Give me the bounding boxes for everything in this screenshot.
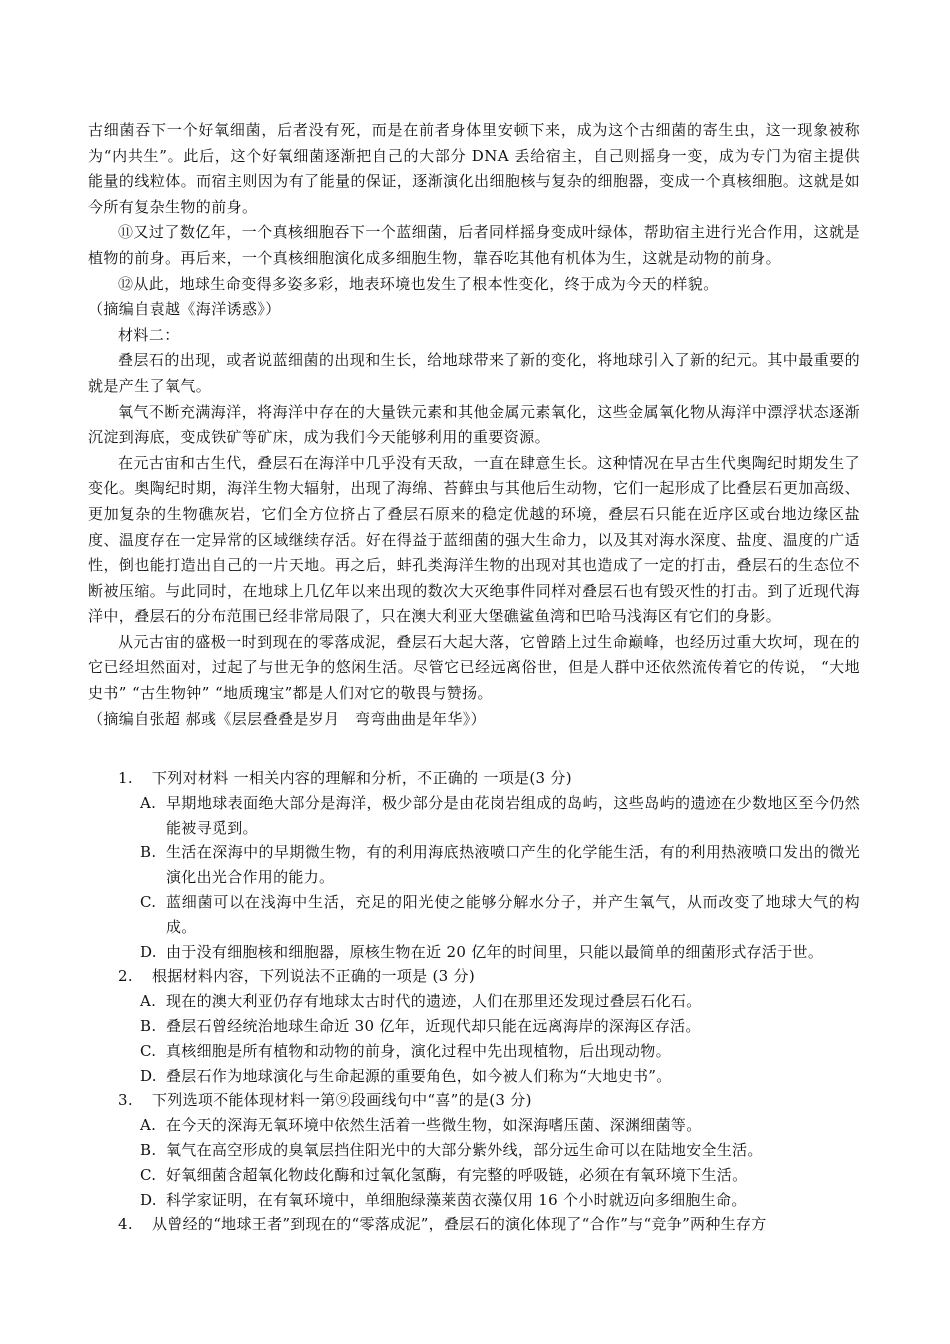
reading-passage <box>88 118 860 732</box>
option-letter: C. <box>140 1165 157 1184</box>
answer-option[interactable] <box>88 1138 860 1163</box>
option-text: 科学家证明，在有氧环境中，单细胞绿藻莱茵衣藻仅用 16 个小时就迈向多细胞生命。 <box>166 1190 747 1209</box>
question-item <box>88 1088 860 1113</box>
answer-option[interactable] <box>88 1188 860 1213</box>
answer-option[interactable] <box>88 1163 860 1188</box>
answer-option[interactable] <box>88 1064 860 1089</box>
passage-paragraph: 在元古宙和古生代，叠层石在海洋中几乎没有天敌，一直在肆意生长。这种情况在早古生代奥陶纪时期发生了变化。奥陶纪时期，海洋生物大辐射，出现了海绵、苔藓虫与其他后生动物，它们一起形成了比叠层石更加高级、更加复杂的生物礁灰岩，它们全方位挤占了叠层石原来的稳定优越的环境，叠层石只能在近序区或台地边缘区盐度、温度存在一定异常的区域继续存活。好在得益于蓝细菌的强大生命力，以及其对海水深度、盐度、温度的广适性，倒也能打造出自己的一片天地。再之后，蚌孔类海洋生物的出现对其也造成了一定的打击，叠层石的生态位不断被压缩。与此同时，在地球上几亿年以来出现的数次大灭绝事件同样对叠层石也有毁灭性的打击。到了近现代海洋中，叠层石的分布范围已经非常局限了，只在澳大利亚大堡礁鲨鱼湾和巴哈马浅海区有它们的身影。 <box>88 453 860 626</box>
answer-option[interactable] <box>88 940 860 965</box>
material-label: 材料二： <box>118 325 180 344</box>
option-text: 真核细胞是所有植物和动物的前身，演化过程中先出现植物，后出现动物。 <box>166 1041 671 1060</box>
question-number: 3. <box>118 1091 133 1110</box>
option-letter: D. <box>140 1190 157 1209</box>
passage-paragraph: 从元古宙的盛极一时到现在的零落成泥，叠层石大起大落，它曾踏上过生命巅峰，也经历过重大坎坷，现在的它已经坦然面对，过起了与世无争的悠闲生活。尽管它已经远离俗世，但是人群中还依然流传着它的传说， “大地史书” “古生物钟” “地质瑰宝”都是人们对它的敬畏与赞扬。 <box>88 632 860 703</box>
question-number: 2. <box>118 967 133 986</box>
option-text: 由于没有细胞核和细胞器，原核生物在近 20 亿年的时间里，只能以最简单的细菌形式存活于世。 <box>166 942 824 961</box>
passage-paragraph: ⑫从此，地球生命变得多姿多彩，地表环境也发生了根本性变化，终于成为今天的样貌。 <box>118 274 719 293</box>
question-list <box>88 766 860 1237</box>
source-citation: （摘编自张超 郝彧《层层叠叠是岁月 弯弯曲曲是年华》） <box>88 709 487 728</box>
question-item <box>88 766 860 791</box>
option-letter: C. <box>140 892 157 911</box>
option-text: 生活在深海中的早期微生物，有的利用海底热液喷口产生的化学能生活，有的利用热液喷口发出的微光演化出光合作用的能力。 <box>166 843 860 887</box>
passage-paragraph: 氧气不断充满海洋，将海洋中存在的大量铁元素和其他金属元素氧化，这些金属氧化物从海洋中漂浮状态逐渐沉淀到海底，变成铁矿等矿床，成为我们今天能够利用的重要资源。 <box>88 402 860 447</box>
answer-option[interactable] <box>88 1113 860 1138</box>
question-number: 1. <box>118 769 133 787</box>
passage-paragraph: 古细菌吞下一个好氧细菌，后者没有死，而是在前者身体里安顿下来，成为这个古细菌的寄生虫，这一现象被称为“内共生”。此后，这个好氧细菌逐渐把自己的大部分 DNA 丢给宿主，自己则摇身一变，成为专门为宿主提供能量的线粒体。而宿主则因为有了能量的保证，逐渐演化出细胞核与复杂的细胞器，变成一个真核细胞。这就是如今所有复杂生物的前身。 <box>88 121 860 216</box>
option-letter: A. <box>140 793 157 812</box>
option-letter: B. <box>140 1016 157 1035</box>
question-item <box>88 964 860 989</box>
question-item <box>88 1212 860 1237</box>
option-letter: A. <box>140 992 157 1011</box>
option-letter: D. <box>140 942 157 961</box>
source-citation: （摘编自袁越《海洋诱惑》） <box>88 300 281 319</box>
question-text: 下列选项不能体现材料一第⑨段画线句中“喜”的是(3 分) <box>152 1091 532 1110</box>
answer-option[interactable] <box>88 890 860 940</box>
question-text: 下列对材料 一相关内容的理解和分析，不正确的 一项是(3 分) <box>152 769 572 787</box>
option-text: 在今天的深海无氧环境中依然生活着一些微生物，如深海嗜压菌、深渊细菌等。 <box>166 1116 702 1135</box>
option-text: 现在的澳大利亚仍存有地球太古时代的遗迹，人们在那里还发现过叠层石化石。 <box>166 992 702 1011</box>
answer-option[interactable] <box>88 1014 860 1039</box>
option-text: 蓝细菌可以在浅海中生活，充足的阳光使之能够分解水分子，并产生氧气，从而改变了地球大气的构成。 <box>166 892 860 936</box>
option-text: 好氧细菌含超氧化物歧化酶和过氧化氢酶，有完整的呼吸链，必须在有氧环境下生活。 <box>166 1165 748 1184</box>
option-letter: D. <box>140 1066 157 1085</box>
option-letter: B. <box>140 1140 157 1159</box>
question-text: 从曾经的“地球王者”到现在的“零落成泥”，叠层石的演化体现了“合作”与“竞争”两种生存方 <box>152 1215 767 1234</box>
option-text: 早期地球表面绝大部分是海洋，极少部分是由花岗岩组成的岛屿，这些岛屿的遗迹在少数地区至今仍然能被寻觅到。 <box>166 793 860 837</box>
passage-paragraph: 叠层石的出现，或者说蓝细菌的出现和生长，给地球带来了新的变化，将地球引入了新的纪元。其中最重要的就是产生了氧气。 <box>88 351 860 395</box>
option-letter: C. <box>140 1041 157 1060</box>
answer-option[interactable] <box>88 1039 860 1064</box>
question-number: 4. <box>118 1215 133 1234</box>
passage-paragraph: ⑪又过了数亿年，一个真核细胞吞下一个蓝细菌，后者同样摇身变成叶绿体，帮助宿主进行光合作用，这就是植物的前身。再后来，一个真核细胞演化成多细胞生物，靠吞吃其他有机体为生，这就是动物的前身。 <box>88 223 860 267</box>
answer-option[interactable] <box>88 791 860 841</box>
option-text: 叠层石曾经统治地球生命近 30 亿年，近现代却只能在远离海岸的深海区存活。 <box>166 1016 701 1035</box>
answer-option[interactable] <box>88 840 860 890</box>
option-text: 叠层石作为地球演化与生命起源的重要角色，如今被人们称为“大地史书”。 <box>166 1066 672 1085</box>
answer-option[interactable] <box>88 989 860 1014</box>
option-letter: A. <box>140 1116 157 1135</box>
option-text: 氧气在高空形成的臭氧层挡住阳光中的大部分紫外线，部分远生命可以在陆地安全生活。 <box>166 1140 763 1159</box>
question-text: 根据材料内容，下列说法不正确的一项是 (3 分) <box>152 967 475 986</box>
option-letter: B. <box>140 843 157 862</box>
